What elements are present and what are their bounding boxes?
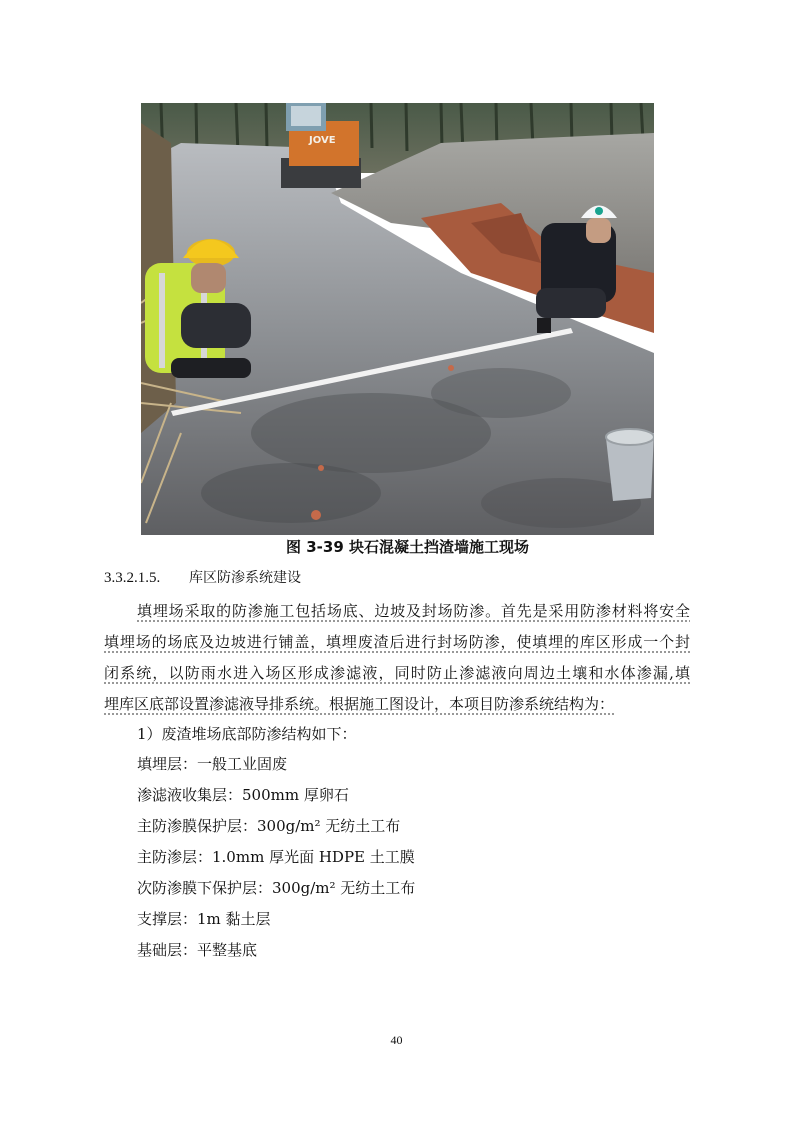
layer-item: 主防渗层：1.0mm 厚光面 HDPE 土工膜 — [137, 848, 415, 866]
body-paragraph — [104, 596, 690, 720]
section-heading — [104, 567, 301, 589]
layer-item: 次防渗膜下保护层：300g/m² 无纺土工布 — [137, 879, 416, 897]
paragraph-line: 埋库区底部设置渗滤液导排系统。根据施工图设计，本项目防渗系统结构为： — [104, 695, 615, 713]
layer-item: 基础层：平整基底 — [137, 941, 258, 959]
section-title: 库区防渗系统建设 — [189, 570, 301, 586]
figure-caption: 图 3-39 块石混凝土挡渣墙施工现场 — [286, 538, 529, 556]
layer-item: 主防渗膜保护层：300g/m² 无纺土工布 — [137, 817, 401, 835]
section-number: 3.3.2.1.5. — [104, 570, 161, 586]
layer-item: 填埋层：一般工业固废 — [137, 755, 288, 773]
page-number: 40 — [390, 1033, 403, 1047]
bucket — [606, 429, 654, 501]
paragraph-line: 填埋场的场底及边坡进行铺盖，填埋废渣后进行封场防渗，使填埋的库区形成一个封 — [104, 633, 690, 651]
construction-site-photo — [141, 103, 654, 535]
layer-item: 渗滤液收集层：500mm 厚卵石 — [137, 786, 349, 804]
layer-item: 支撑层：1m 黏土层 — [137, 910, 271, 928]
paragraph-line: 填埋场采取的防渗施工包括场底、边坡及封场防渗。首先是采用防渗材料将安全 — [137, 602, 690, 620]
list-intro: 1）废渣堆场底部防渗结构如下： — [137, 725, 357, 743]
paragraph-line: 闭系统，以防雨水进入场区形成渗滤液，同时防止渗滤液向周边土壤和水体渗漏,填 — [104, 664, 690, 682]
excavator-brand: JOVE — [309, 135, 336, 146]
